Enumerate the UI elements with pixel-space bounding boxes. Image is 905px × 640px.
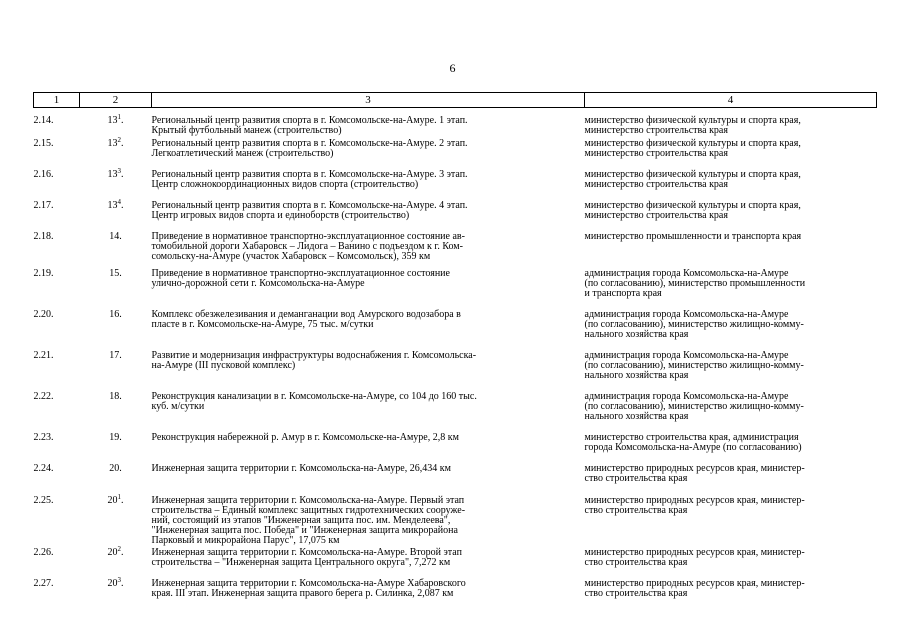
item-code-cell [80, 575, 152, 609]
table-header-row [34, 93, 877, 108]
object-name-line: Инженерная защита территории г. Комсомольска-на-Амуре. Первый этап [151, 494, 465, 506]
responsible-line: министерство строительства края [584, 178, 728, 190]
object-name-line: томобильной дороги Хабаровск – Лидога – Ванино с подъездом к г. Ком- [151, 240, 463, 252]
table-row [34, 269, 877, 310]
program-table [33, 92, 877, 609]
column-header-2: 2 [80, 93, 152, 108]
item-code: 16. [109, 308, 122, 320]
table-row [34, 464, 877, 496]
responsible-line: министерство физической культуры и спорта края, [584, 168, 801, 180]
object-name-line: Реконструкция канализации в г. Комсомольске-на-Амуре, со 104 до 160 тыс. [151, 390, 477, 402]
object-name-line: Центр сложнокоординационных видов спорта (строительство) [151, 178, 419, 190]
responsible-line: нального хозяйства края [584, 328, 689, 340]
responsible-cell [585, 579, 877, 609]
table-row [34, 496, 877, 548]
row-number: 2.27. [33, 577, 54, 589]
responsible-line: (по согласованию), министерство жилищно-комму- [584, 318, 804, 330]
object-name-line: "Инженерная защита пос. Победа" и "Инженерная защита микрорайона [151, 524, 458, 536]
object-name-line: Крытый футбольный манеж (строительство) [151, 125, 342, 136]
item-code-suffix: . [121, 137, 124, 149]
table-row [34, 351, 877, 392]
object-name-line: ний, состоящий из этапов "Инженерная защита пос. им. Менделеева", [151, 514, 451, 526]
item-code-cell [80, 108, 152, 139]
item-code: 20 [107, 546, 118, 558]
item-code: 19. [109, 431, 122, 443]
responsible-line: (по согласованию), министерство промышленности [584, 277, 806, 289]
responsible-line: нального хозяйства края [584, 410, 689, 422]
item-code-cell [80, 464, 152, 496]
responsible-line: администрация города Комсомольска-на-Амуре [584, 349, 789, 361]
column-header-1: 1 [34, 93, 80, 108]
responsible-cell [585, 310, 877, 351]
object-name-cell [152, 579, 585, 609]
object-name-line: Региональный центр развития спорта в г. Комсомольске-на-Амуре. 3 этап. [151, 168, 468, 180]
item-code-superscript: 2 [117, 544, 121, 553]
object-name-line: Приведение в нормативное транспортно-эксплуатационное состояние [151, 267, 450, 279]
responsible-line: ство строительства края [584, 472, 688, 484]
table-row [34, 201, 877, 232]
item-code-superscript: 1 [117, 113, 121, 121]
row-number: 2.16. [33, 168, 54, 180]
item-code-cell [80, 269, 152, 310]
responsible-line: администрация города Комсомольска-на-Амуре [584, 267, 789, 279]
column-header-3: 3 [152, 93, 585, 108]
object-name-cell [152, 139, 585, 170]
object-name-line: Центр игровых видов спорта и единоборств (строительство) [151, 209, 410, 221]
responsible-cell [585, 351, 877, 392]
responsible-line: (по согласованию), министерство жилищно-комму- [584, 359, 804, 371]
responsible-line: министерство природных ресурсов края, министер- [584, 494, 805, 506]
object-name-line: Комплекс обезжелезивания и деманганации вод Амурского водозабора в [151, 308, 461, 320]
item-code-cell [80, 392, 152, 433]
item-code-superscript: 2 [117, 135, 121, 144]
row-number: 2.20. [33, 308, 54, 320]
object-name-line: на-Амуре (III пусковой комплекс) [151, 359, 296, 371]
table-row [34, 548, 877, 579]
object-name-line: Региональный центр развития спорта в г. Комсомольске-на-Амуре. 2 этап. [151, 137, 468, 149]
responsible-line: министерство строительства края [584, 125, 728, 136]
object-name-line: Инженерная защита территории г. Комсомольска-на-Амуре. Второй этап [151, 546, 462, 558]
responsible-line: администрация города Комсомольска-на-Амуре [584, 308, 789, 320]
table-row [34, 433, 877, 464]
object-name-cell [152, 201, 585, 232]
item-code: 20. [109, 462, 122, 474]
item-code: 15. [109, 267, 122, 279]
responsible-cell [585, 201, 877, 232]
object-name-line: улично-дорожной сети г. Комсомольска-на-Амуре [151, 277, 365, 289]
item-code-suffix: . [121, 577, 124, 589]
row-number: 2.22. [33, 390, 54, 402]
item-code-cell [80, 492, 152, 548]
object-name-cell [152, 392, 585, 433]
object-name-line: Парковый и микрорайона Парус", 17,075 км [151, 534, 340, 546]
table-row [34, 310, 877, 351]
object-name-line: края. III этап. Инженерная защита правого берега р. Силинка, 2,087 км [151, 587, 454, 599]
responsible-cell [585, 139, 877, 170]
item-code-cell [80, 433, 152, 464]
item-code-cell [80, 351, 152, 392]
responsible-line: министерство природных ресурсов края, министер- [584, 462, 805, 474]
item-code-cell [80, 544, 152, 579]
responsible-line: администрация города Комсомольска-на-Амуре [584, 390, 789, 402]
responsible-line: ство строительства края [584, 504, 688, 516]
object-name-line: Легкоатлетический манеж (строительство) [151, 147, 334, 159]
responsible-cell [585, 108, 877, 139]
object-name-line: строительства – Единый комплекс защитных гидротехнических сооруже- [151, 504, 466, 516]
item-code-cell [80, 310, 152, 351]
table-row [34, 170, 877, 201]
object-name-cell [152, 548, 585, 579]
responsible-cell [585, 269, 877, 310]
responsible-line: министерство промышленности и транспорта края [584, 230, 802, 242]
table-row [34, 392, 877, 433]
row-number: 2.25. [33, 494, 54, 506]
object-name-line: Инженерная защита территории г. Комсомольска-на-Амуре Хабаровского [151, 577, 466, 589]
responsible-line: министерство природных ресурсов края, министер- [584, 577, 805, 589]
object-name-line: куб. м/сутки [151, 400, 205, 412]
row-number: 2.17. [33, 199, 54, 211]
item-code-superscript: 1 [117, 492, 121, 501]
responsible-cell [585, 232, 877, 269]
responsible-line: нального хозяйства края [584, 369, 689, 381]
object-name-line: Региональный центр развития спорта в г. Комсомольске-на-Амуре. 4 этап. [151, 199, 468, 211]
item-code: 17. [109, 349, 122, 361]
page-number: 6 [449, 61, 456, 75]
responsible-cell [585, 548, 877, 579]
item-code-cell [80, 232, 152, 269]
item-code-suffix: . [121, 115, 124, 126]
row-number: 2.26. [33, 546, 54, 558]
item-code: 14. [109, 230, 122, 242]
item-code: 13 [107, 199, 118, 211]
row-number: 2.15. [33, 137, 54, 149]
item-code: 20 [107, 494, 118, 506]
responsible-line: министерство строительства края [584, 147, 728, 159]
item-code-suffix: . [121, 546, 124, 558]
responsible-line: министерство физической культуры и спорта края, [584, 199, 801, 211]
row-number: 2.19. [33, 267, 54, 279]
responsible-cell [585, 170, 877, 201]
responsible-line: ство строительства края [584, 556, 688, 568]
item-code: 20 [107, 577, 118, 589]
responsible-line: министерство строительства края [584, 209, 728, 221]
object-name-cell [152, 269, 585, 310]
table-row [34, 139, 877, 170]
object-name-line: Развитие и модернизация инфраструктуры водоснабжения г. Комсомольска- [151, 349, 477, 361]
item-code-cell [80, 197, 152, 232]
object-name-cell [152, 464, 585, 496]
object-name-line: Реконструкция набережной р. Амур в г. Комсомольске-на-Амуре, 2,8 км [151, 431, 459, 443]
object-name-line: сомольску-на-Амуре (участок Хабаровск – Комсомольск), 359 км [151, 250, 431, 262]
object-name-line: Инженерная защита территории г. Комсомольска-на-Амуре, 26,434 км [151, 462, 451, 474]
item-code-superscript: 3 [117, 575, 121, 584]
item-code-suffix: . [121, 494, 124, 506]
object-name-cell [152, 170, 585, 201]
item-code: 13 [107, 168, 118, 180]
responsible-cell [585, 496, 877, 548]
item-code-suffix: . [121, 199, 124, 211]
object-name-cell [152, 232, 585, 269]
object-name-line: строительства – "Инженерная защита Центрального округа", 7,272 км [151, 556, 451, 568]
object-name-cell [152, 108, 585, 139]
object-name-cell [152, 351, 585, 392]
object-name-cell [152, 496, 585, 548]
responsible-line: города Комсомольска-на-Амуре (по согласованию) [584, 441, 802, 453]
item-code-superscript: 3 [117, 166, 121, 175]
row-number: 2.21. [33, 349, 54, 361]
responsible-cell [585, 464, 877, 496]
object-name-line: Приведение в нормативное транспортно-эксплуатационное состояние ав- [151, 230, 465, 242]
table-row [34, 232, 877, 269]
row-number: 2.24. [33, 462, 54, 474]
responsible-line: министерство строительства края, администрация [584, 431, 799, 443]
object-name-cell [152, 310, 585, 351]
item-code-suffix: . [121, 168, 124, 180]
table-row [34, 108, 877, 139]
item-code: 13 [107, 137, 118, 149]
responsible-cell [585, 433, 877, 464]
item-code-cell [80, 166, 152, 201]
responsible-line: министерство физической культуры и спорта края, [584, 137, 801, 149]
row-number: 2.23. [33, 431, 54, 443]
responsible-cell [585, 392, 877, 433]
column-header-4: 4 [585, 93, 877, 108]
item-code: 18. [109, 390, 122, 402]
responsible-line: министерство физической культуры и спорта края, [584, 115, 801, 126]
responsible-line: министерство природных ресурсов края, министер- [584, 546, 805, 558]
responsible-line: и транспорта края [584, 287, 662, 299]
object-name-cell [152, 433, 585, 464]
object-name-line: пласте в г. Комсомольске-на-Амуре, 75 тыс. м/сутки [151, 318, 374, 330]
row-number: 2.14. [33, 115, 54, 126]
responsible-line: (по согласованию), министерство жилищно-комму- [584, 400, 804, 412]
responsible-line: ство строительства края [584, 587, 688, 599]
item-code: 13 [107, 115, 118, 126]
item-code-superscript: 4 [117, 197, 121, 206]
table-row [34, 579, 877, 609]
object-name-line: Региональный центр развития спорта в г. Комсомольске-на-Амуре. 1 этап. [151, 115, 468, 126]
item-code-cell [80, 135, 152, 170]
table-body [34, 108, 877, 609]
row-number: 2.18. [33, 230, 54, 242]
